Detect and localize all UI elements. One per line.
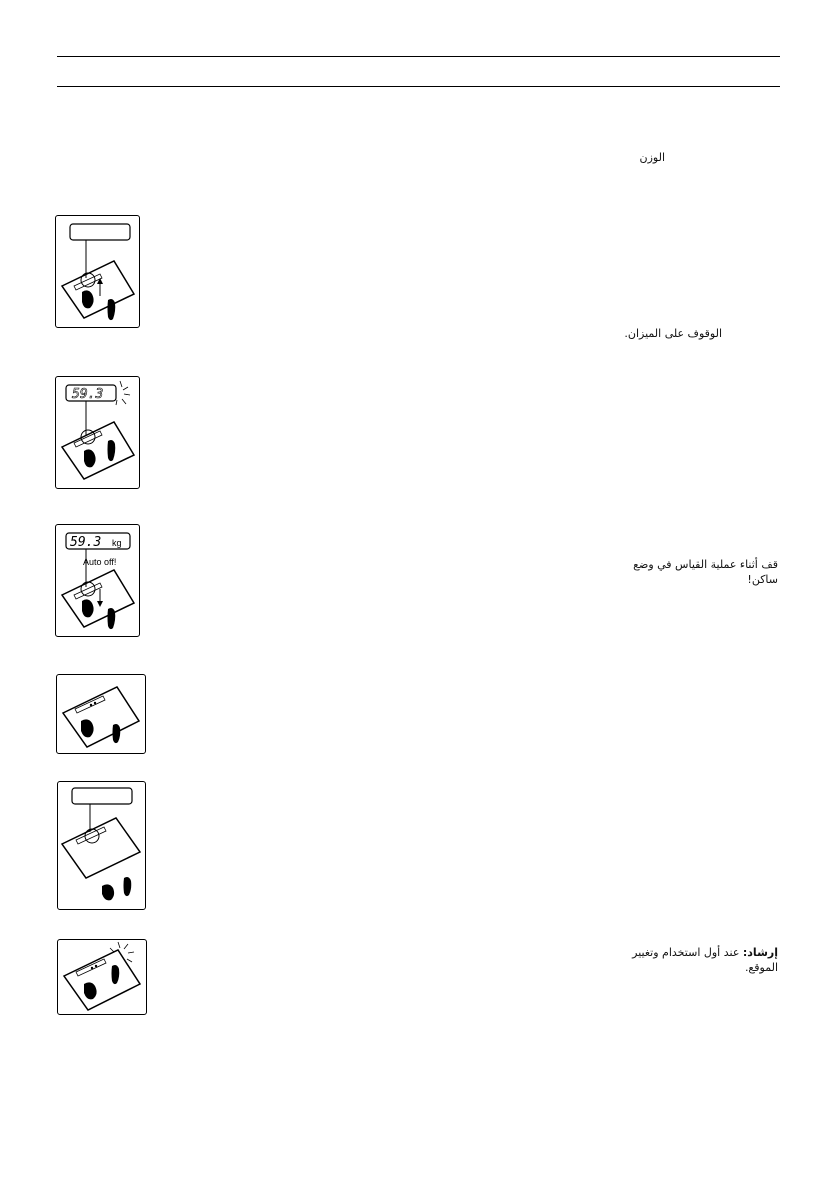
- scale-icon: [57, 675, 145, 753]
- scale-icon: [56, 377, 139, 488]
- step-3-text: قف أثناء عملية القياس في وضع ساكن!: [633, 558, 778, 586]
- footprints-icon: [102, 877, 131, 900]
- footprints-icon: [82, 290, 115, 320]
- display-unit: kg: [112, 538, 122, 548]
- header-rule-bottom: [57, 86, 780, 87]
- step-6-hint: [618, 945, 778, 975]
- hint-label: إرشاد:: [742, 946, 778, 959]
- arrow-icon: [97, 278, 103, 296]
- scale-icon: [58, 782, 145, 909]
- display-reading-final: 59.3: [70, 535, 102, 550]
- arrow-icon: [97, 589, 103, 607]
- illustration-step-off: [57, 781, 146, 910]
- illustration-hint: [57, 939, 147, 1015]
- scale-icon: [56, 216, 139, 327]
- display-reading-flashing: 59.3: [72, 387, 104, 402]
- hint-text: عند أول استخدام وتغيير الموقع.: [632, 946, 778, 974]
- section-heading: الوزن: [639, 151, 665, 164]
- illustration-measuring: [55, 376, 140, 489]
- header-rule-top: [57, 56, 780, 57]
- illustration-standing: [56, 674, 146, 754]
- illustration-auto-off: [55, 524, 140, 637]
- blink-rays-icon: [110, 942, 134, 962]
- footprints-icon: [84, 965, 119, 999]
- auto-off-label: Auto off!: [83, 557, 117, 567]
- blink-rays-icon: [116, 381, 130, 405]
- illustration-step-on: [55, 215, 140, 328]
- scale-icon: [56, 525, 139, 636]
- scale-icon: [58, 940, 146, 1014]
- step-1-text: الوقوف على الميزان.: [624, 327, 722, 340]
